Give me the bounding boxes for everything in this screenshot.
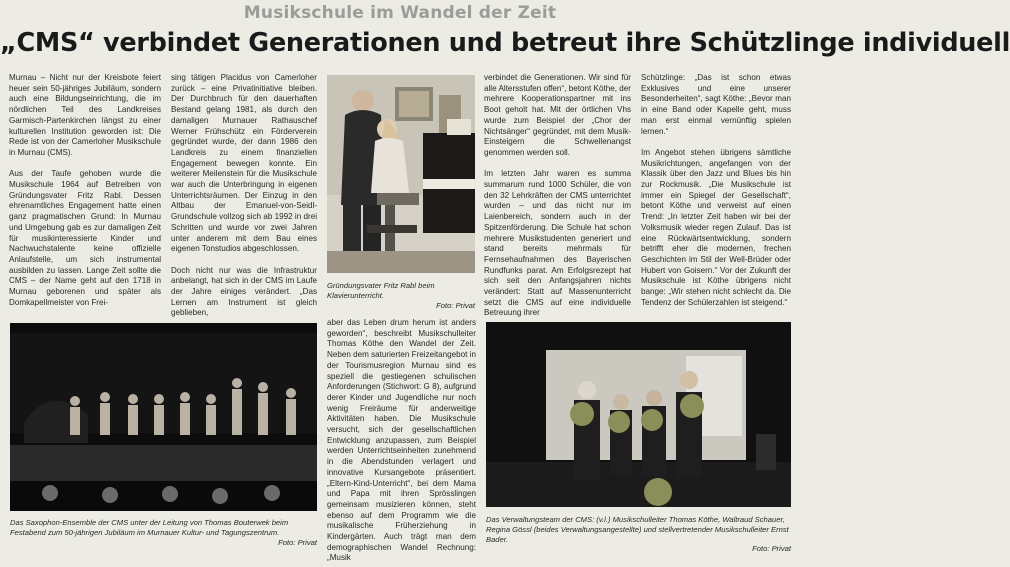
paragraph: aber das Leben drum herum ist anders geworden“, beschreibt Musikschulleiter Thomas Köthe den Wandel der Zeit. Neben dem saturierten Freizeitangebot in der Tourismusregion Murnau sind es speziell die gestiegenen schulischen Anforderungen (Stichwort: G 8), aufgrund derer Kinder und Jugendliche nur noch wenig Freiräume für anderweitige Aktivitäten haben. Die Musikschule versucht, sich der gesellschaftlichen Entwicklung anzupassen, zum Beispiel werden Unterrichtseinheiten zunehmend in die Abendstunden verlagert und innovative Kursangebote präsentiert. „Eltern-Kind-Unterricht“, bei dem Mama und Papa mit ihren Sprösslingen gemeinsam musizieren können, steht ebenso auf dem Programm wie die musikalische Früherziehung in Kindergärten. Auch trägt man dem demographischen Wandel Rechnung: „Musik [327, 318, 476, 563]
caption-text: Das Verwaltungsteam der CMS: (v.l.) Musikschulleiter Thomas Köthe, Waltraud Schauer, Regina Gössl (beides Verwaltungsangestellte) und stellvertretender Musikschulleiter Ernst Bader. [486, 515, 789, 544]
text-column-5 [641, 73, 791, 308]
photo-credit: Foto: Privat [278, 537, 317, 547]
photo-administration-team [486, 322, 791, 507]
caption-text: Gründungsvater Fritz Rabl beim Klavierunterricht. [327, 281, 435, 300]
photo-saxophone-ensemble [10, 323, 317, 511]
article-kicker: Musikschule im Wandel der Zeit [243, 3, 557, 23]
paragraph: Im letzten Jahr waren es summa summarum rund 1000 Schüler, die von den 32 Lehrkräften der CMS unterrichtet wurden – und das nicht nur im Laienbereich, sondern auch in der Spitzenförderung. Die Schule hat schon mehrere Musikstudenten generiert und stand bereits mehrmals für Fernsehaufnahmen des Bayerischen Rundfunks parat. Am Erfolgsrezept hat sich seit den Anfangsjahren nichts verändert: Statt auf Massenunterricht setzt die CMS auf eine individuelle Betreuung ihrer [484, 169, 631, 318]
text-column-3 [327, 318, 476, 564]
paragraph: Aus der Taufe gehoben wurde die Musikschule 1964 auf Betreiben von Gründungsvater Fritz Rabl. Dessen ehrenamtliches Engagement hatte einen ganz pragmatischen Grund: In Murnau und Umgebung gab es zur damaligen Zeit für musikinteressierte Kinder und Nachwuchstalente keine offizielle Anlaufstelle, um sich instrumental ausbilden zu lassen. Lange Zeit sollte die CMS – der Name geht auf den 1718 in Murnau geborenen und später als Domkapellmeister von Frei- [9, 169, 161, 307]
photo-piano-lesson [327, 75, 475, 273]
paragraph: sing tätigen Placidus von Camerloher zurück – eine Privatinitiative bleiben. Der Durchbruch für den dauerhaften Bestand gelang 1981, als durch den damaligen Murnauer Rathauschef Werner Frühschütz ein Förderverein gegründet wurde, der dann 1986 den Landkreis zu einem finanziellen Engagement bewegen konnte. Ein weiterer Meilenstein für die Musikschule war auch die Unterbringung in eigenen Unterrichtsräumen. Der Einzug in den Altbau der Emanuel-von-Seidl-Grundschule vollzog sich ab 1992 in drei Schritten und wurde vor zwei Jahren unter anderem mit dem Bau eines eigenen Tonstudios abgeschlossen. [171, 73, 317, 254]
paragraph: Im Angebot stehen übrigens sämtliche Musikrichtungen, angefangen von der Klassik über den Jazz und Blues bis hin zur Rockmusik. „Die Musikschule ist immer ein Spiegel der Gesellschaft“, betont Köthe und verweist auf einen Trend: „In letzter Zeit haben wir bei der Volksmusik wieder regen Zulauf. Das ist eine Rückwärtsentwicklung, sondern betrifft eher die modernen, frechen Geschichten im Stil der Well-Brüder oder Hubert von Goisern.“ Vor der Zukunft der Musikschule ist Köthe übrigens nicht bange: „Wir stehen nicht schlecht da. Die Tendenz der Schülerzahlen ist steigend.“ [641, 147, 791, 307]
paragraph: verbindet die Generationen. Wir sind für alle Altersstufen offen“, betont Köthe, der mehrere Kooperationspartner mit ins Boot geholt hat. Mit der örtlichen Vhs wurde zum Beispiel der „Chor der Nichtsänger“ gegründet, mit dem Musik-Einsteigern die Schwellenangst genommen werden soll. [484, 73, 631, 157]
ensemble-image [10, 323, 317, 511]
article-headline: „CMS“ verbindet Generationen und betreut ihre Schützlinge individuell [0, 28, 1010, 58]
paragraph: Schützlinge: „Das ist schon etwas Exklusives und eine unserer Besonderheiten“, sagt Köthe: „Bevor man in eine Band oder Kapelle geht, muss man erst einmal vernünftig spielen lernen.“ [641, 73, 791, 136]
paragraph: Doch nicht nur was die Infrastruktur anbelangt, hat sich in der CMS im Laufe der Jahre einiges verändert. „Das Lernen am Instrument ist gleich geblieben, [171, 265, 317, 318]
piano-lesson-image [327, 75, 475, 273]
photo-caption-team [486, 515, 791, 554]
caption-text: Das Saxophon-Ensemble der CMS unter der Leitung von Thomas Bouterwek beim Festabend zum 50-jährigen Jubiläum im Murnauer Kultur- und Tagungszentrum. [10, 518, 289, 537]
text-column-2 [171, 73, 317, 319]
photo-credit: Foto: Privat [436, 300, 475, 310]
photo-credit: Foto: Privat [752, 544, 791, 554]
paragraph: Murnau – Nicht nur der Kreisbote feiert heuer sein 50-jähriges Jubiläum, sondern auch eine Bildungseinrichtung, die im nördlichen Teil des Landkreises Garmisch-Partenkirchen längst zu einer kulturellen Institution geworden ist: Die Rede ist von der Camerloher Musikschule in Murnau (CMS). [9, 73, 161, 157]
text-column-4 [484, 73, 631, 319]
team-image [486, 322, 791, 507]
text-column-1 [9, 73, 161, 308]
photo-caption-piano [327, 281, 475, 310]
photo-caption-ensemble [10, 518, 317, 547]
